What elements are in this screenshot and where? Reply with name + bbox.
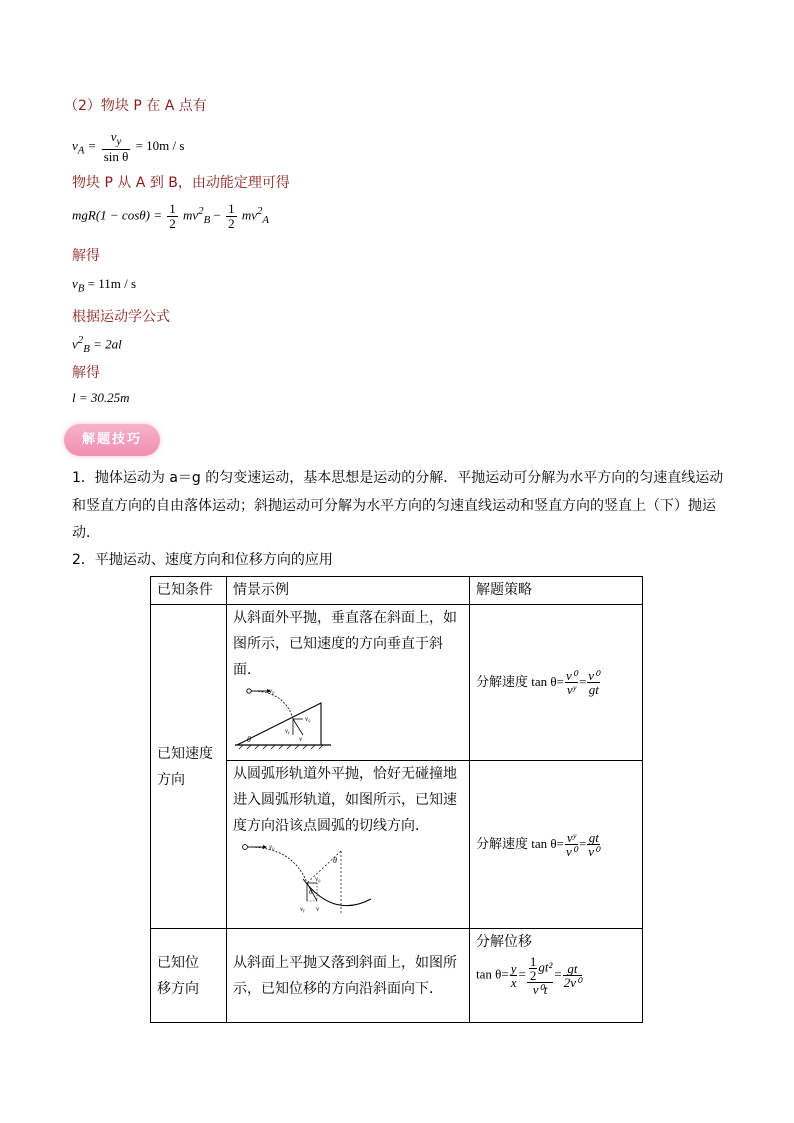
header-strategy: 解题策略: [470, 577, 643, 605]
tip-1-line-1: 1．抛体运动为 a＝g 的匀变速运动，基本思想是运动的分解．平抛运动可分解为水平方向的匀速直线运动: [72, 470, 724, 486]
arc-label-vy: vᵧ: [300, 905, 305, 913]
scenario-slope-perpendicular: 从斜面外平抛，垂直落在斜面上，如 图所示，已知速度的方向垂直于斜 面． v₀ vᵧ v v₀ θ: [227, 605, 470, 761]
part2-heading: （2）物块 P 在 A 点有: [64, 98, 207, 114]
strategy-table: [150, 576, 643, 1023]
arc-label-v0: v₀: [315, 875, 321, 883]
equation-va: $v_A$ = $\frac{v_y}{\text{sin θ}}$ = 10m / s: [72, 129, 185, 164]
condition-displacement: 已知位 移方向: [151, 929, 227, 1023]
label-v: v: [299, 735, 303, 743]
energy-theorem-line: 物块 P 从 A 到 B，由动能定理可得: [72, 175, 290, 191]
tip-2: 2．平抛运动、速度方向和位移方向的应用: [72, 552, 333, 568]
kinematics-line: 根据运动学公式: [72, 309, 170, 325]
label-vy: vᵧ: [285, 727, 290, 735]
arc-label-v0-top: v₀: [269, 843, 275, 851]
equation-energy: mgR(1 − cosθ) = $\frac{1}{2}$ $mv^2_B$ − $\frac{1}{2}$ $mv^2_A$: [72, 201, 270, 231]
strategy-velocity-1: 分解速度 tan θ= $\frac{\text{v⁰}}{\text{vʸ}}$ = $\frac{\text{v⁰}}{gt}$: [470, 605, 643, 761]
header-scenario: 情景示例: [227, 577, 470, 605]
scenario-slope-displacement: 从斜面上平抛又落到斜面上，如图所 示，已知位移的方向沿斜面向下．: [227, 929, 470, 1023]
header-condition: 已知条件: [151, 577, 227, 605]
equation-vb: $v_B = 11m / s$: [72, 276, 137, 295]
arc-label-v: v: [316, 905, 320, 913]
arc-label-theta-2: θ: [309, 888, 313, 896]
strategy-velocity-2: 分解速度 tan θ= $\frac{\text{vʸ}}{\text{v⁰}}$ = $\frac{gt}{\text{v⁰}}$: [470, 761, 643, 929]
tips-badge: 解题技巧: [64, 424, 160, 456]
arc-diagram: [233, 839, 373, 919]
scenario-arc-tangent: 从圆弧形轨道外平抛，恰好无碰撞地 进入圆弧形轨道，如图所示，已知速 度方向沿该点圆弧的切线方向． θ v₀ vᵧ v θ v₀: [227, 761, 470, 929]
incline-diagram: [233, 683, 333, 751]
solve-label-2: 解得: [72, 365, 100, 381]
equation-kinematics: $v^2_B = 2al$: [72, 334, 122, 355]
strategy-displacement: 分解位移 tan θ= $\frac{y}{x}$ = $\frac{1}{2}$ gt² v⁰t = $\frac{gt}{\text{2v⁰}}$: [470, 929, 643, 1023]
solve-label-1: 解得: [72, 248, 100, 264]
condition-velocity: 已知速度 方向: [151, 605, 227, 929]
label-theta: θ: [247, 735, 251, 744]
label-v0: v₀: [305, 715, 311, 723]
arc-label-theta: θ: [333, 856, 337, 865]
label-v0-top: v₀: [269, 687, 275, 695]
tip-1-line-3: 动．: [72, 525, 100, 541]
equation-l: l = 30.25m: [72, 390, 130, 405]
tip-1-line-2: 和竖直方向的自由落体运动；斜抛运动可分解为水平方向的匀速直线运动和竖直方向的竖直上（下）抛运: [72, 498, 716, 514]
